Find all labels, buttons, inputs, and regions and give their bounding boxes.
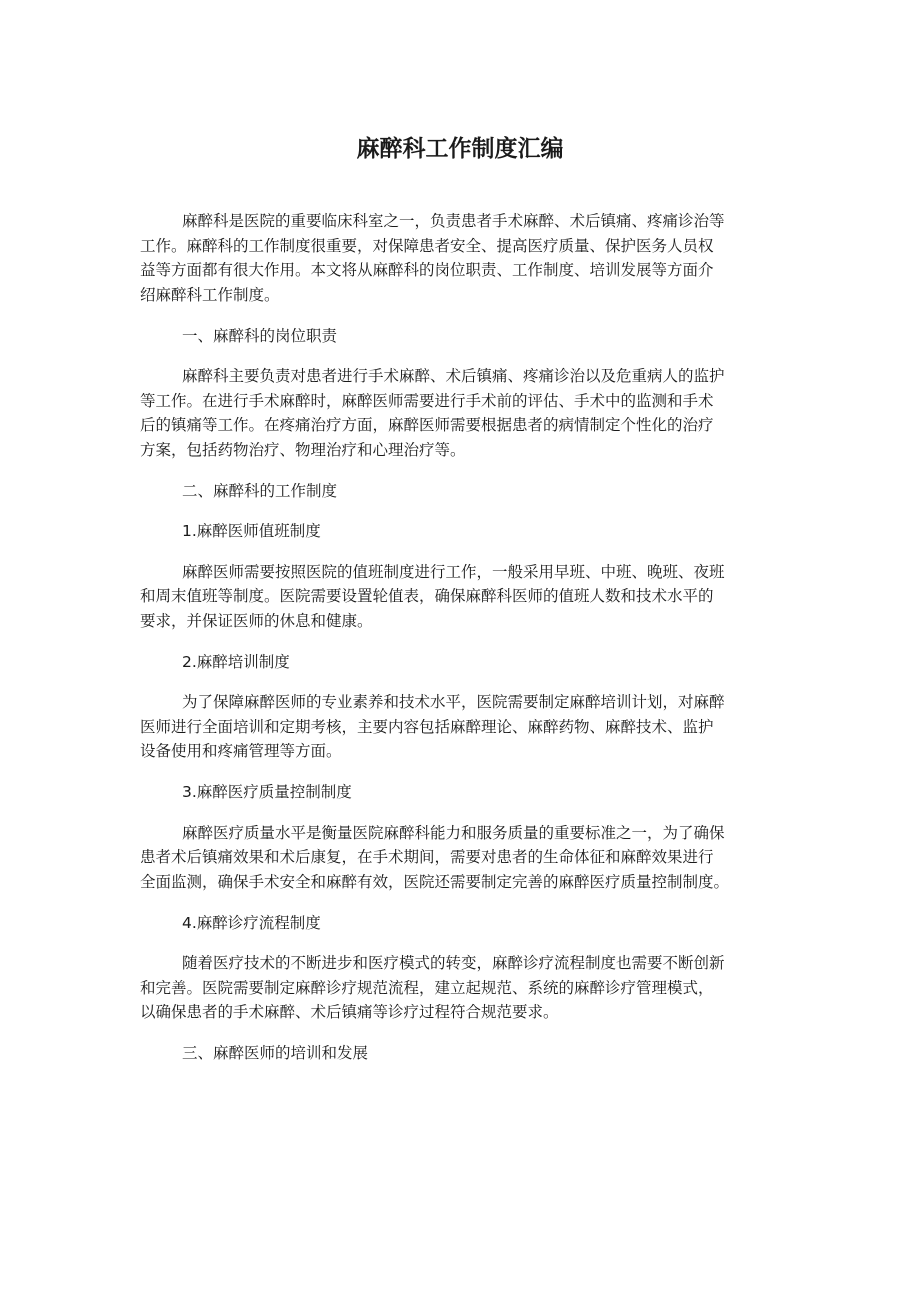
paragraph-line: 麻醉医疗质量水平是衡量医院麻醉科能力和服务质量的重要标准之一，为了确保 — [182, 823, 725, 842]
paragraph-line: 以确保患者的手术麻醉、术后镇痛等诊疗过程符合规范要求。 — [140, 1003, 559, 1021]
paragraph-line: 方案，包括药物治疗、物理治疗和心理治疗等。 — [140, 440, 466, 459]
paragraph-line: 和周末值班等制度。医院需要设置轮值表，确保麻醉科医师的值班人数和技术水平的 — [140, 587, 714, 605]
paragraph-line: 要求，并保证医师的休息和健康。 — [140, 611, 373, 630]
paragraph-line: 益等方面都有很大作用。本文将从麻醉科的岗位职责、工作制度、培训发展等方面介 — [140, 261, 714, 279]
paragraph-line: 麻醉科是医院的重要临床科室之一，负责患者手术麻醉、术后镇痛、疼痛诊治等 — [182, 212, 725, 230]
body-paragraph — [140, 364, 800, 462]
section-heading: 一、麻醉科的岗位职责 — [182, 326, 338, 345]
body-paragraph — [140, 821, 800, 895]
document-body — [140, 209, 800, 1082]
paragraph-line: 全面监测，确保手术安全和麻醉有效，医院还需要制定完善的麻醉医疗质量控制制度。 — [140, 872, 730, 891]
paragraph-line: 工作。麻醉科的工作制度很重要，对保障患者安全、提高医疗质量、保护医务人员权 — [140, 236, 714, 255]
paragraph-line: 麻醉科主要负责对患者进行手术麻醉、术后镇痛、疼痛诊治以及危重病人的监护 — [182, 367, 725, 385]
paragraph-line: 和完善。医院需要制定麻醉诊疗规范流程，建立起规范、系统的麻醉诊疗管理模式， — [140, 978, 714, 997]
paragraph-line: 等工作。在进行手术麻醉时，麻醉医师需要进行手术前的评估、手术中的监测和手术 — [140, 391, 714, 410]
paragraph-line: 麻醉医师需要按照医院的值班制度进行工作，一般采用早班、中班、晚班、夜班 — [182, 562, 725, 581]
body-paragraph — [140, 690, 800, 764]
section-heading: 4.麻醉诊疗流程制度 — [182, 913, 321, 932]
section-heading: 1.麻醉医师值班制度 — [182, 522, 321, 540]
section-heading: 3.麻醉医疗质量控制制度 — [182, 783, 352, 801]
body-paragraph — [140, 209, 800, 307]
body-paragraph — [140, 951, 800, 1025]
paragraph-line: 后的镇痛等工作。在疼痛治疗方面，麻醉医师需要根据患者的病情制定个性化的治疗 — [140, 416, 714, 434]
section-heading: 二、麻醉科的工作制度 — [182, 481, 338, 500]
paragraph-line: 随着医疗技术的不断进步和医疗模式的转变，麻醉诊疗流程制度也需要不断创新 — [182, 954, 725, 972]
body-paragraph — [140, 560, 800, 634]
section-heading: 三、麻醉医师的培训和发展 — [182, 1044, 369, 1062]
paragraph-line: 为了保障麻醉医师的专业素养和技术水平，医院需要制定麻醉培训计划，对麻醉 — [182, 693, 725, 711]
paragraph-line: 患者术后镇痛效果和术后康复，在手术期间，需要对患者的生命体征和麻醉效果进行 — [140, 848, 714, 866]
paragraph-line: 绍麻醉科工作制度。 — [140, 285, 280, 304]
document-title: 麻醉科工作制度汇编 — [356, 136, 564, 162]
paragraph-line: 设备使用和疼痛管理等方面。 — [140, 742, 342, 760]
paragraph-line: 医师进行全面培训和定期考核，主要内容包括麻醉理论、麻醉药物、麻醉技术、监护 — [140, 717, 714, 736]
section-heading: 2.麻醉培训制度 — [182, 652, 290, 671]
